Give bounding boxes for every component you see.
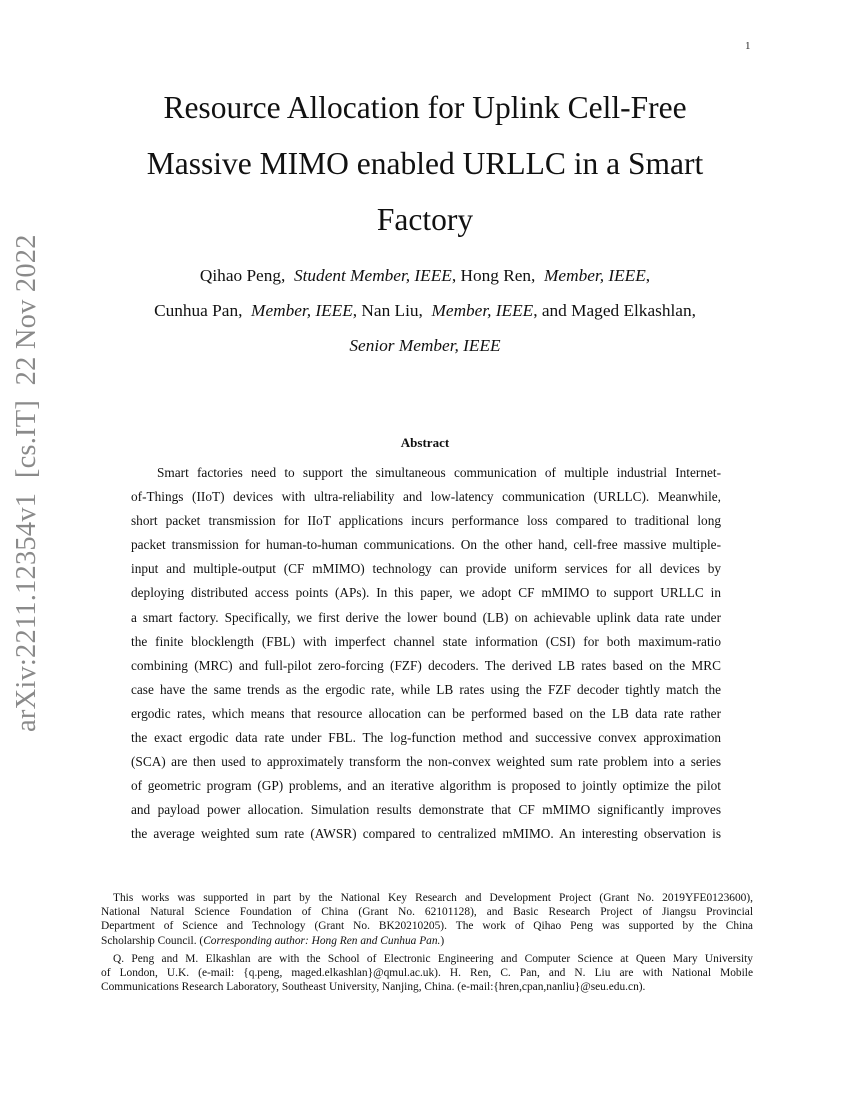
- abstract-line: combining (MRC) and full-pilot zero-forcing (FZF) decoders. The derived LB rates based on the MRC: [131, 657, 721, 673]
- abstract-line: short packet transmission for IIoT applications incurs performance loss compared to traditional long: [131, 513, 721, 529]
- footnote-line: This works was supported in part by the National Key Research and Development Project (Grant No. 2019YFE0123600),: [113, 892, 753, 904]
- author-name: , and Maged Elkashlan,: [533, 301, 696, 320]
- separator: ,: [645, 266, 651, 285]
- abstract-line: packet transmission for human-to-human communications. On the other hand, cell-free massive multiple-: [131, 537, 721, 553]
- author-name: , Hong Ren,: [451, 266, 536, 285]
- author-line: [80, 328, 770, 363]
- abstract-line: input and multiple-output (CF mMIMO) technology can provide uniform services for all devices by: [131, 561, 721, 577]
- abstract-line: the exact ergodic data rate under FBL. The log-function method and successive convex approximation: [131, 730, 721, 746]
- author-membership: Member, IEEE: [431, 301, 534, 320]
- author-membership: Senior Member, IEEE: [349, 336, 501, 355]
- abstract-line: (SCA) are then used to approximately transform the non-convex weighted sum rate problem into a series: [131, 754, 721, 770]
- page-number: 1: [745, 40, 751, 52]
- author-membership: Student Member, IEEE: [293, 266, 452, 285]
- abstract-line: of-Things (IIoT) devices with ultra-reliability and low-latency communication (URLLC). Meanwhile,: [131, 489, 721, 505]
- abstract-line: case have the same trends as the ergodic rate, while LB rates using the FZF decoder tightly match the: [131, 681, 721, 697]
- funding-footnote: [101, 891, 753, 948]
- footnote-line: Communications Research Laboratory, Southeast University, Nanjing, China. (e-mail:{hren,cpan,nanliu}@seu.edu.cn).: [101, 981, 646, 994]
- arxiv-identifier-stamp: arXiv:2211.12354v1 [cs.IT] 22 Nov 2022: [11, 234, 42, 732]
- footnote-line: [101, 934, 753, 948]
- abstract-body: [131, 461, 721, 847]
- author-list: [80, 258, 770, 363]
- author-line: [80, 258, 770, 293]
- title-line: Factory: [376, 202, 474, 237]
- author-membership: Member, IEEE: [544, 266, 646, 285]
- title-line: Massive MIMO enabled URLLC in a Smart: [146, 146, 704, 181]
- abstract-heading: Abstract: [400, 435, 450, 450]
- abstract-line: the average weighted sum rate (AWSR) compared to centralized mMIMO. An interesting observation is: [131, 826, 721, 842]
- title-line: Resource Allocation for Uplink Cell-Free: [163, 90, 687, 125]
- author-membership: Member, IEEE: [251, 301, 353, 320]
- footnote-line: National Natural Science Foundation of China (Grant No. 62101128), and Basic Research Project of Jiangsu Provincial: [101, 906, 753, 919]
- abstract-line: of geometric program (GP) problems, and an iterative algorithm is proposed to jointly optimize the pilot: [131, 778, 721, 794]
- footnote-text: ): [440, 934, 445, 947]
- affiliation-footnote: [101, 952, 753, 995]
- footnote-text: Scholarship Council. (: [101, 934, 204, 947]
- author-line: [80, 293, 770, 328]
- abstract-line: deploying distributed access points (APs). In this paper, we adopt CF mMIMO to support URLLC in: [131, 585, 721, 601]
- footnote-line: Q. Peng and M. Elkashlan are with the School of Electronic Engineering and Computer Science at Queen Mary University: [113, 952, 753, 965]
- author-name: Cunhua Pan,: [154, 301, 243, 320]
- author-name: Qihao Peng,: [199, 266, 286, 285]
- abstract-line: a smart factory. Specifically, we first derive the lower bound (LB) on achievable uplink data rate under: [131, 609, 721, 625]
- abstract-line: ergodic rates, which means that resource allocation can be performed based on the LB data rate rather: [131, 705, 721, 721]
- footnote-line: Department of Science and Technology (Grant No. BK20210205). The work of Qihao Peng was supported by the China: [101, 920, 753, 933]
- abstract-line: the finite blocklength (FBL) with imperfect channel state information (CSI) for both maximum-ratio: [131, 633, 721, 649]
- abstract-line: and payload power allocation. Simulation results demonstrate that CF mMIMO significantly improves: [131, 802, 721, 818]
- corresponding-author-note: Corresponding author: Hong Ren and Cunhua Pan.: [203, 934, 441, 947]
- footnote-line: of London, U.K. (e-mail: {q.peng, maged.elkashlan}@qmul.ac.uk). H. Ren, C. Pan, and N. Liu are with National Mobile: [101, 967, 753, 980]
- author-name: , Nan Liu,: [352, 301, 423, 320]
- paper-title: [100, 80, 750, 248]
- abstract-line: Smart factories need to support the simultaneous communication of multiple industrial Internet-: [157, 465, 721, 480]
- footnotes: [101, 891, 753, 998]
